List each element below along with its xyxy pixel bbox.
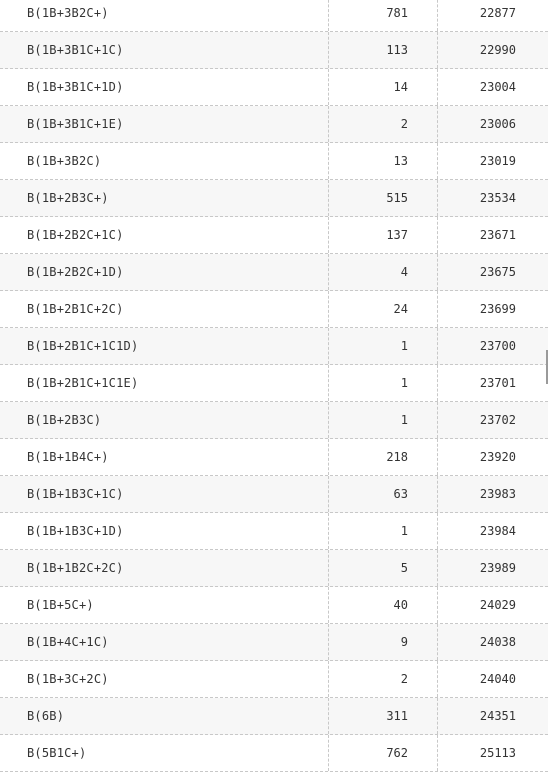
table-row (0, 624, 548, 661)
cell-count: 5 (329, 550, 438, 586)
cell-cumulative: 23700 (479, 339, 516, 353)
table-row (0, 698, 548, 735)
cell-count: 762 (329, 735, 438, 771)
table-row (0, 513, 548, 550)
cell-name: B(1B+3C+2C) (0, 661, 329, 697)
table-row (0, 587, 548, 624)
cell-name: B(1B+1B4C+) (0, 439, 329, 475)
table-row (0, 143, 548, 180)
cell-name: B(1B+2B2C+1C) (0, 217, 329, 253)
table-row (0, 439, 548, 476)
cell-count: 1 (329, 328, 438, 364)
table-row (0, 32, 548, 69)
cell-count: 1 (329, 365, 438, 401)
cell-count: 218 (329, 439, 438, 475)
cell-cumulative: 23534 (479, 191, 516, 205)
cell-name: B(1B+3B1C+1C) (0, 32, 329, 68)
cell-name: B(1B+3B2C) (0, 143, 329, 179)
cell-name: B(1B+3B1C+1E) (0, 106, 329, 142)
cell-cumulative: 25113 (479, 746, 516, 760)
cell-cumulative: 23004 (479, 80, 516, 94)
cell-count: 515 (329, 180, 438, 216)
cell-count: 311 (329, 698, 438, 734)
cell-count: 2 (329, 106, 438, 142)
cell-cumulative: 24029 (479, 598, 516, 612)
cell-name: B(1B+3B1C+1D) (0, 69, 329, 105)
cell-name: B(1B+2B3C) (0, 402, 329, 438)
cell-cumulative: 24040 (479, 672, 516, 686)
cell-count: 137 (329, 217, 438, 253)
table-row (0, 291, 548, 328)
cell-name: B(6B) (0, 698, 329, 734)
cell-cumulative: 23699 (479, 302, 516, 316)
cell-name: B(1B+2B2C+1D) (0, 254, 329, 290)
table-row (0, 254, 548, 291)
table-row (0, 550, 548, 587)
cell-count: 13 (329, 143, 438, 179)
table-row (0, 106, 548, 143)
cell-cumulative: 23006 (479, 117, 516, 131)
cell-cumulative: 22990 (479, 43, 516, 57)
cell-name: B(1B+1B3C+1D) (0, 513, 329, 549)
cell-cumulative: 23920 (479, 450, 516, 464)
cell-cumulative: 23675 (479, 265, 516, 279)
cell-cumulative: 24038 (479, 635, 516, 649)
cell-cumulative: 23701 (479, 376, 516, 390)
cell-count: 4 (329, 254, 438, 290)
table-row (0, 661, 548, 698)
cell-cumulative: 23702 (479, 413, 516, 427)
cell-cumulative: 22877 (479, 6, 516, 20)
cell-count: 1 (329, 513, 438, 549)
cell-name: B(1B+5C+) (0, 587, 329, 623)
cell-cumulative: 23983 (479, 487, 516, 501)
cell-name: B(1B+4C+1C) (0, 624, 329, 660)
table-row (0, 476, 548, 513)
cell-name: B(1B+2B3C+) (0, 180, 329, 216)
cell-count: 9 (329, 624, 438, 660)
cell-cumulative: 23989 (479, 561, 516, 575)
table-row (0, 180, 548, 217)
cell-name: B(5B1C+) (0, 735, 329, 771)
cell-count: 113 (329, 32, 438, 68)
cell-cumulative: 23019 (479, 154, 516, 168)
cell-name: B(1B+1B3C+1C) (0, 476, 329, 512)
table-row (0, 0, 548, 32)
cell-count: 24 (329, 291, 438, 327)
cell-cumulative: 23984 (479, 524, 516, 538)
cell-count: 2 (329, 661, 438, 697)
cell-name: B(1B+2B1C+1C1D) (0, 328, 329, 364)
cell-name: B(1B+1B2C+2C) (0, 550, 329, 586)
cell-cumulative: 23671 (479, 228, 516, 242)
table-row (0, 365, 548, 402)
table-row (0, 217, 548, 254)
cell-cumulative: 24351 (479, 709, 516, 723)
cell-count: 1 (329, 402, 438, 438)
table-row (0, 735, 548, 772)
cell-name: B(1B+2B1C+2C) (0, 291, 329, 327)
cell-count: 14 (329, 69, 438, 105)
cell-count: 40 (329, 587, 438, 623)
cell-count: 781 (329, 0, 438, 31)
table-row (0, 69, 548, 106)
table-row (0, 328, 548, 365)
cell-name: B(1B+3B2C+) (0, 0, 329, 31)
cell-count: 63 (329, 476, 438, 512)
cell-name: B(1B+2B1C+1C1E) (0, 365, 329, 401)
table-row (0, 402, 548, 439)
